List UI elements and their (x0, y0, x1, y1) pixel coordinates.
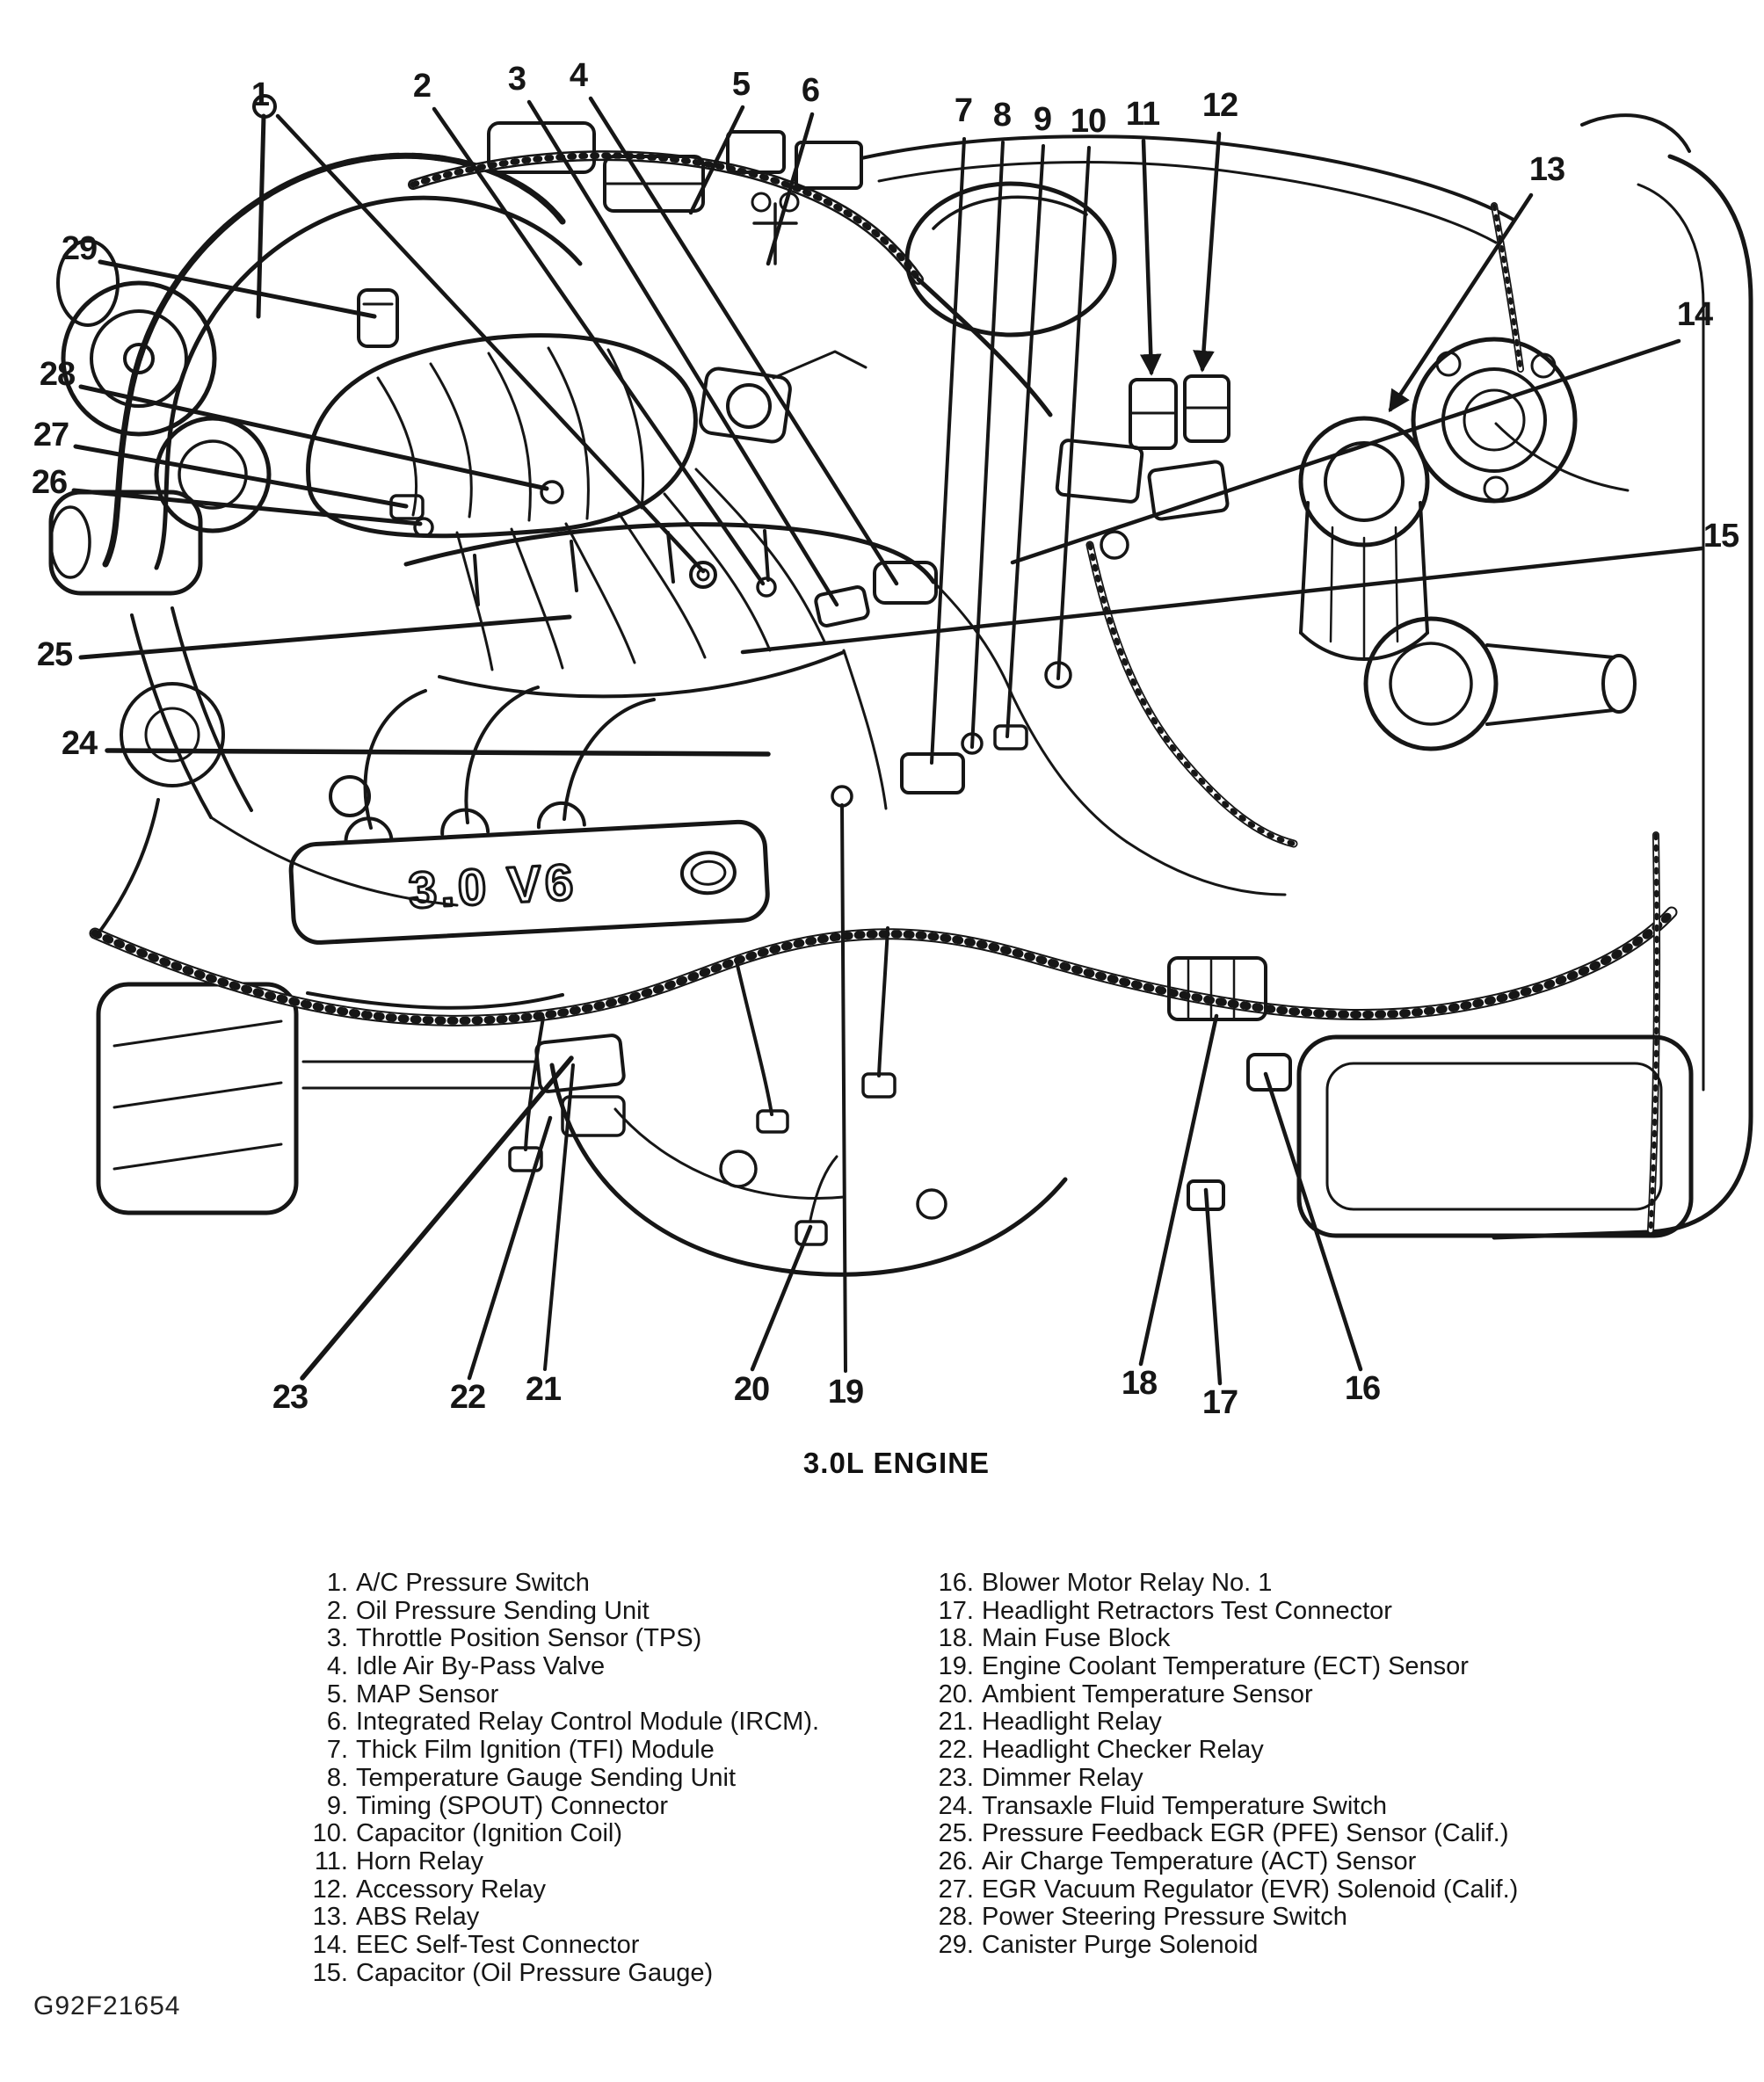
leader-line (434, 109, 763, 584)
legend-item-number: 20. (938, 1679, 974, 1708)
legend-item (302, 1848, 847, 1876)
throttle-body (699, 352, 866, 443)
callout-number-10: 10 (1070, 103, 1107, 141)
leader-line (932, 139, 964, 763)
legend-item-number: 17. (938, 1596, 974, 1625)
callout-number-27: 27 (33, 417, 69, 454)
fender-apron (1494, 156, 1751, 1237)
legend-item (928, 1876, 1719, 1904)
legend-item-number: 11. (314, 1846, 348, 1875)
legend-item (302, 1960, 847, 1988)
dipstick-tube (254, 96, 275, 316)
legend-left-column (302, 1570, 847, 1987)
leader-line (81, 387, 547, 489)
legend-item-text: Idle Air By-Pass Valve (356, 1652, 606, 1681)
leader-line (302, 1058, 571, 1378)
leader-line (100, 262, 374, 316)
legend-item (928, 1653, 1719, 1681)
legend-item-text: Headlight Checker Relay (982, 1736, 1264, 1765)
legend-item-text: Timing (SPOUT) Connector (356, 1791, 669, 1820)
leader-line (1007, 146, 1043, 736)
callout-number-8: 8 (992, 97, 1012, 134)
legend-item (928, 1848, 1719, 1876)
callout-number-5: 5 (731, 66, 751, 104)
legend-item (302, 1793, 847, 1821)
legend-item-text: Temperature Gauge Sending Unit (356, 1763, 737, 1792)
callout-number-21: 21 (525, 1371, 562, 1409)
callout-number-9: 9 (1033, 101, 1052, 139)
callout-number-6: 6 (801, 72, 820, 110)
legend-item-number: 24. (938, 1791, 974, 1820)
legend-item-number: 16. (938, 1569, 974, 1597)
legend-item-number: 6. (326, 1708, 348, 1737)
spark-plug-wires (330, 687, 654, 828)
legend-item-number: 2. (326, 1596, 348, 1625)
legend-item (928, 1625, 1719, 1653)
legend-item-text: Canister Purge Solenoid (982, 1930, 1259, 1959)
legend-item (302, 1904, 847, 1932)
legend-item-text: Throttle Position Sensor (TPS) (356, 1624, 702, 1653)
callout-number-24: 24 (61, 725, 98, 763)
figure-code: G92F21654 (33, 1991, 181, 2020)
relay-boxes (1130, 376, 1229, 448)
legend-item-text: Horn Relay (356, 1846, 484, 1875)
legend-item-text: Oil Pressure Sending Unit (356, 1596, 650, 1625)
cowl-harness (861, 115, 1689, 243)
ect-sensor (832, 650, 886, 809)
legend-item-text: ABS Relay (356, 1903, 480, 1932)
callout-number-3: 3 (507, 61, 526, 98)
legend-item (928, 1904, 1719, 1932)
legend-item-number: 23. (938, 1763, 974, 1792)
legend-item (928, 1570, 1719, 1598)
legend-item-number: 4. (326, 1652, 348, 1681)
leader-line (972, 142, 1003, 747)
legend-item-number: 26. (938, 1846, 974, 1875)
legend-item-text: Pressure Feedback EGR (PFE) Sensor (Calif.) (982, 1819, 1509, 1848)
callout-number-26: 26 (31, 464, 68, 502)
legend-item-text: Accessory Relay (356, 1875, 546, 1904)
callout-number-7: 7 (954, 92, 973, 130)
callout-number-14: 14 (1676, 296, 1713, 334)
callout-number-15: 15 (1702, 518, 1739, 555)
legend-item (302, 1765, 847, 1793)
legend-item (302, 1932, 847, 1960)
figure-title: 3.0L ENGINE (802, 1447, 991, 1479)
legend-item-number: 28. (938, 1903, 974, 1932)
legend-item (928, 1793, 1719, 1821)
leader-line (1058, 148, 1089, 678)
legend-item (302, 1820, 847, 1848)
callout-number-18: 18 (1121, 1365, 1158, 1403)
callout-number-13: 13 (1528, 151, 1565, 189)
legend-item (928, 1765, 1719, 1793)
legend-item-number: 1. (326, 1569, 348, 1597)
leader-line (1143, 141, 1151, 373)
leader-line (1013, 341, 1679, 562)
legend-item-number: 8. (326, 1763, 348, 1792)
legend-item-number: 21. (938, 1708, 974, 1737)
callout-number-23: 23 (272, 1379, 309, 1417)
intake-plenum (309, 336, 696, 536)
legend-item (928, 1737, 1719, 1765)
callout-number-12: 12 (1201, 87, 1238, 125)
legend-item (302, 1876, 847, 1904)
legend-item-text: Headlight Retractors Test Connector (982, 1596, 1392, 1625)
legend-item (302, 1598, 847, 1626)
callout-number-19: 19 (827, 1374, 864, 1411)
callout-number-16: 16 (1344, 1370, 1381, 1408)
water-pump (121, 608, 457, 905)
leader-line (529, 102, 837, 605)
leader-line (842, 805, 846, 1371)
legend-item-number: 3. (326, 1624, 348, 1653)
legend-item-text: EGR Vacuum Regulator (EVR) Solenoid (Calif.) (982, 1875, 1519, 1904)
battery-tray (1299, 1037, 1691, 1236)
tps-sensor (815, 586, 869, 628)
legend-item-text: Main Fuse Block (982, 1624, 1171, 1653)
legend-item-number: 15. (312, 1958, 348, 1987)
legend-item (302, 1625, 847, 1653)
legend-item (928, 1598, 1719, 1626)
ps-pressure-switch (541, 482, 563, 503)
legend-item-text: Blower Motor Relay No. 1 (982, 1569, 1273, 1597)
engine-illustration (51, 92, 1751, 1274)
leader-line (81, 617, 570, 657)
legend-item (928, 1708, 1719, 1737)
idle-air-valve (875, 562, 936, 603)
callout-number-1: 1 (250, 76, 270, 114)
callout-number-11: 11 (1125, 96, 1160, 134)
callout-number-22: 22 (449, 1379, 486, 1417)
ac-compressor (51, 492, 200, 593)
engine-cover-label: 3.0 V6 (406, 853, 578, 920)
legend-item-number: 19. (938, 1652, 974, 1681)
legend-item-text: Engine Coolant Temperature (ECT) Sensor (982, 1652, 1469, 1681)
legend-item-text: EEC Self-Test Connector (356, 1930, 640, 1959)
legend-item-number: 25. (938, 1819, 974, 1848)
legend-item (302, 1570, 847, 1598)
callout-number-2: 2 (412, 68, 432, 105)
legend-item-number: 10. (312, 1819, 348, 1848)
legend-item-number: 9. (326, 1791, 348, 1820)
ignition-coil-bracket (1056, 439, 1294, 844)
legend-item (302, 1737, 847, 1765)
legend-item-text: Capacitor (Oil Pressure Gauge) (356, 1958, 714, 1987)
canister-purge-solenoid (359, 290, 397, 346)
legend-item-number: 29. (938, 1930, 974, 1959)
legend-item (302, 1653, 847, 1681)
legend-item-number: 18. (938, 1624, 974, 1653)
legend-item-text: A/C Pressure Switch (356, 1569, 590, 1597)
valve-cover (288, 793, 769, 944)
callout-number-20: 20 (733, 1371, 770, 1409)
legend-item (928, 1820, 1719, 1848)
legend-item-text: Thick Film Ignition (TFI) Module (356, 1736, 715, 1765)
leader-line (752, 1227, 810, 1369)
legend-item-number: 12. (312, 1875, 348, 1904)
callout-number-4: 4 (569, 57, 588, 95)
callout-number-25: 25 (36, 636, 73, 674)
legend-item-number: 5. (326, 1679, 348, 1708)
callout-number-28: 28 (39, 356, 76, 394)
callout-number-17: 17 (1201, 1384, 1238, 1422)
leader-line (1206, 1190, 1220, 1383)
leader-line (107, 751, 768, 754)
legend-item-text: Air Charge Temperature (ACT) Sensor (982, 1846, 1417, 1875)
legend-item-text: Capacitor (Ignition Coil) (356, 1819, 623, 1848)
leader-line (1266, 1074, 1361, 1369)
legend-item-text: Transaxle Fluid Temperature Switch (982, 1791, 1387, 1820)
legend-item-text: Dimmer Relay (982, 1763, 1143, 1792)
legend-item-text: MAP Sensor (356, 1679, 499, 1708)
legend-item-text: Integrated Relay Control Module (IRCM). (356, 1708, 820, 1737)
legend-item-number: 27. (938, 1875, 974, 1904)
ambient-temp-sensor (796, 1157, 837, 1244)
legend-item-text: Power Steering Pressure Switch (982, 1903, 1347, 1932)
legend-item-text: Headlight Relay (982, 1708, 1162, 1737)
legend-item-number: 14. (312, 1930, 348, 1959)
vacuum-tree (752, 193, 798, 264)
legend-item-number: 7. (326, 1736, 348, 1765)
legend-item-text: Ambient Temperature Sensor (982, 1679, 1313, 1708)
leader-line (545, 1065, 573, 1369)
legend-item-number: 22. (938, 1736, 974, 1765)
legend-item-number: 13. (312, 1903, 348, 1932)
legend-item (302, 1708, 847, 1737)
callout-number-29: 29 (61, 230, 98, 268)
legend-item (928, 1932, 1719, 1960)
legend-item (302, 1681, 847, 1709)
legend-right-column (928, 1570, 1719, 1960)
legend-item (928, 1681, 1719, 1709)
